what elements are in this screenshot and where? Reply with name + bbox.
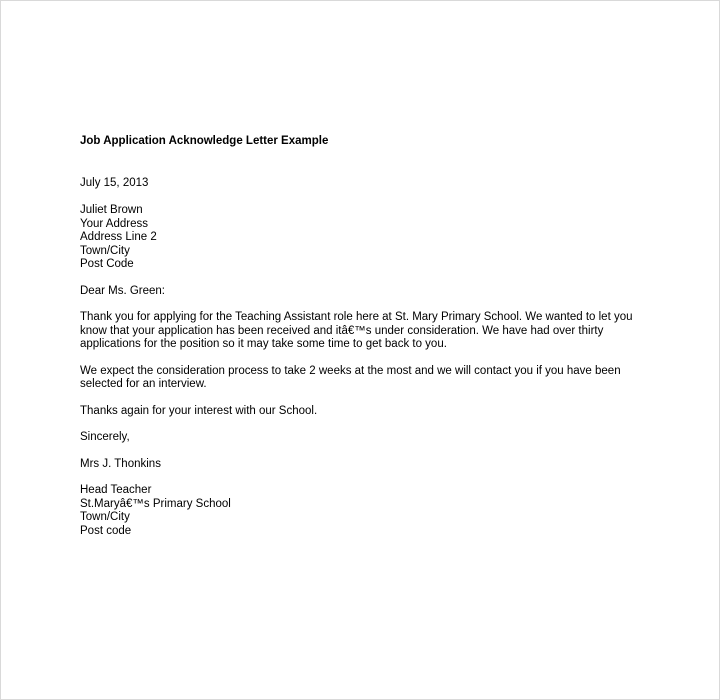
- signer-school: St.Maryâ€™s Primary School: [80, 497, 231, 510]
- signer-details: [80, 484, 660, 538]
- letter-title: Job Application Acknowledge Letter Example: [80, 135, 329, 147]
- recipient-address-line-2: Address Line 2: [80, 231, 157, 243]
- paragraph-3: Thanks again for your interest with our School.: [80, 404, 318, 417]
- signer-town: Town/City: [80, 511, 130, 523]
- paragraph-2: [80, 365, 660, 392]
- paragraph-1-line: Thank you for applying for the Teaching Assistant role here at St. Mary Primary School. We wanted to let you: [80, 311, 633, 323]
- recipient-post-code: Post Code: [80, 258, 134, 270]
- signer-name: Mrs J. Thonkins: [80, 457, 161, 470]
- recipient-address: [80, 204, 660, 272]
- recipient-name: Juliet Brown: [80, 204, 143, 216]
- signer-post-code: Post code: [80, 524, 132, 537]
- paragraph-2-line: We expect the consideration process to take 2 weeks at the most and we will contact you if you have been: [80, 364, 621, 377]
- paragraph-2-line: selected for an interview.: [80, 378, 207, 390]
- recipient-address-line-1: Your Address: [80, 217, 148, 230]
- closing: Sincerely,: [80, 431, 130, 443]
- paragraph-1: [80, 311, 660, 352]
- letter-body: [80, 135, 660, 551]
- letter-date: July 15, 2013: [80, 176, 149, 189]
- paragraph-1-line: applications for the position so it may take some time to get back to you.: [80, 338, 447, 350]
- signer-role: Head Teacher: [80, 484, 152, 496]
- salutation: Dear Ms. Green:: [80, 284, 165, 297]
- recipient-town: Town/City: [80, 244, 130, 257]
- paragraph-1-line: know that your application has been received and itâ€™s under consideration. We have had over thirty: [80, 324, 604, 337]
